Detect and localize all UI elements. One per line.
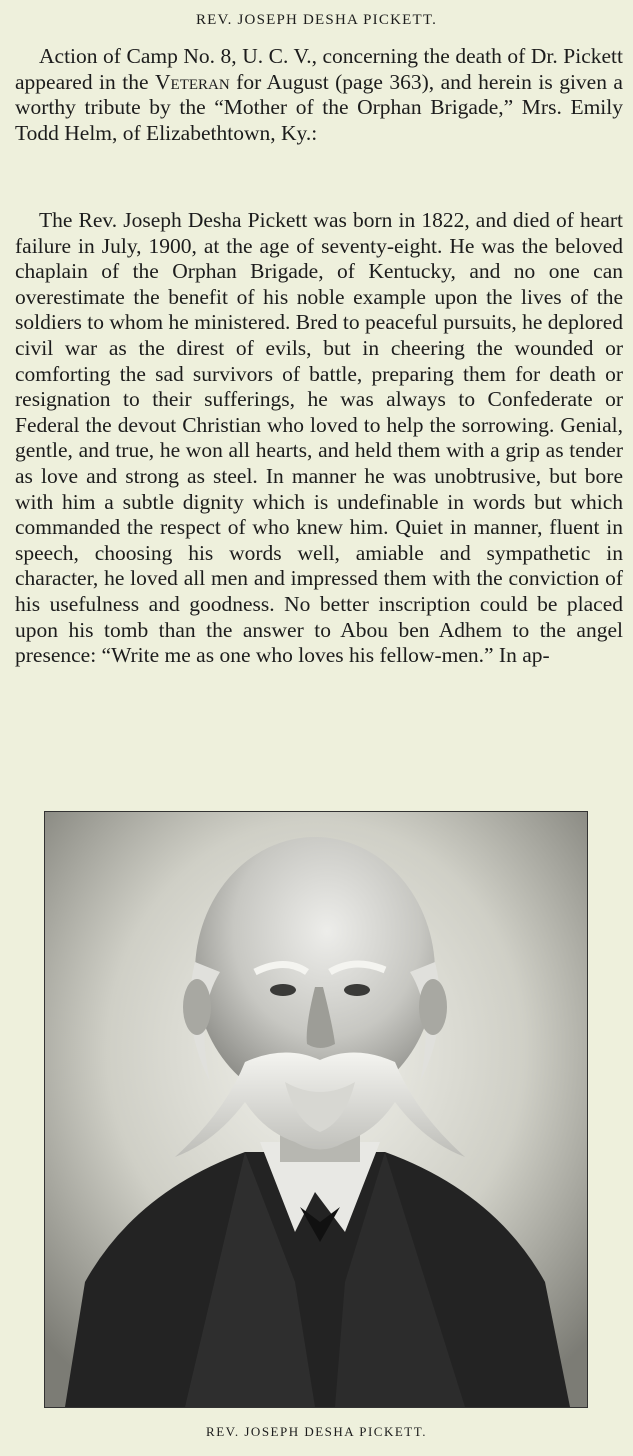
page-heading: REV. JOSEPH DESHA PICKETT. bbox=[195, 12, 438, 28]
intro-text-start: Action of Camp No. 8, U. C. V., concerning the death of Dr. Pickett appeared in the bbox=[15, 44, 623, 94]
intro-paragraph bbox=[15, 44, 623, 146]
portrait-photo bbox=[44, 811, 588, 1408]
portrait-caption: REV. JOSEPH DESHA PICKETT. bbox=[206, 1424, 427, 1439]
veteran-magazine-name: Veteran bbox=[155, 69, 230, 94]
tribute-paragraph: The Rev. Joseph Desha Pickett was born in 1822, and died of heart failure in July, 1900, at the age of seventy-eight. He was the beloved chaplain of the Orphan Brigade, of Kentucky, and no one can overestimate the benefit of his noble example upon the lives of the soldiers to whom he ministered. Bred to peaceful pursuits, he deplored civil war as the direst of evils, but in cheering the wounded or comforting the sad survivors of battle, preparing them for death or resignation to their sufferings, he was always to Confederate or Federal the devout Christian who loved to help the sorrowing. Genial, gentle, and true, he won all hearts, and held them with a grip as tender as love and strong as steel. In manner he was unobtrusive, but bore with him a subtle dignity which is undefinable in words but which commanded the respect of who knew him. Quiet in manner, fluent in speech, choosing his words well, amiable and sympathetic in character, he loved all men and impressed them with the conviction of his usefulness and goodness. No better inscription could be placed upon his tomb than the answer to Abou ben Adhem to the angel presence: “Write me as one who loves his fellow-men.” In ap- bbox=[15, 208, 623, 668]
intro-text-end: for August (page 363), and herein is given a worthy tribute by the “Mother of the Orphan Brigade,” Mrs. Emily Todd Helm, of Elizabethtown, Ky.: bbox=[15, 69, 623, 145]
